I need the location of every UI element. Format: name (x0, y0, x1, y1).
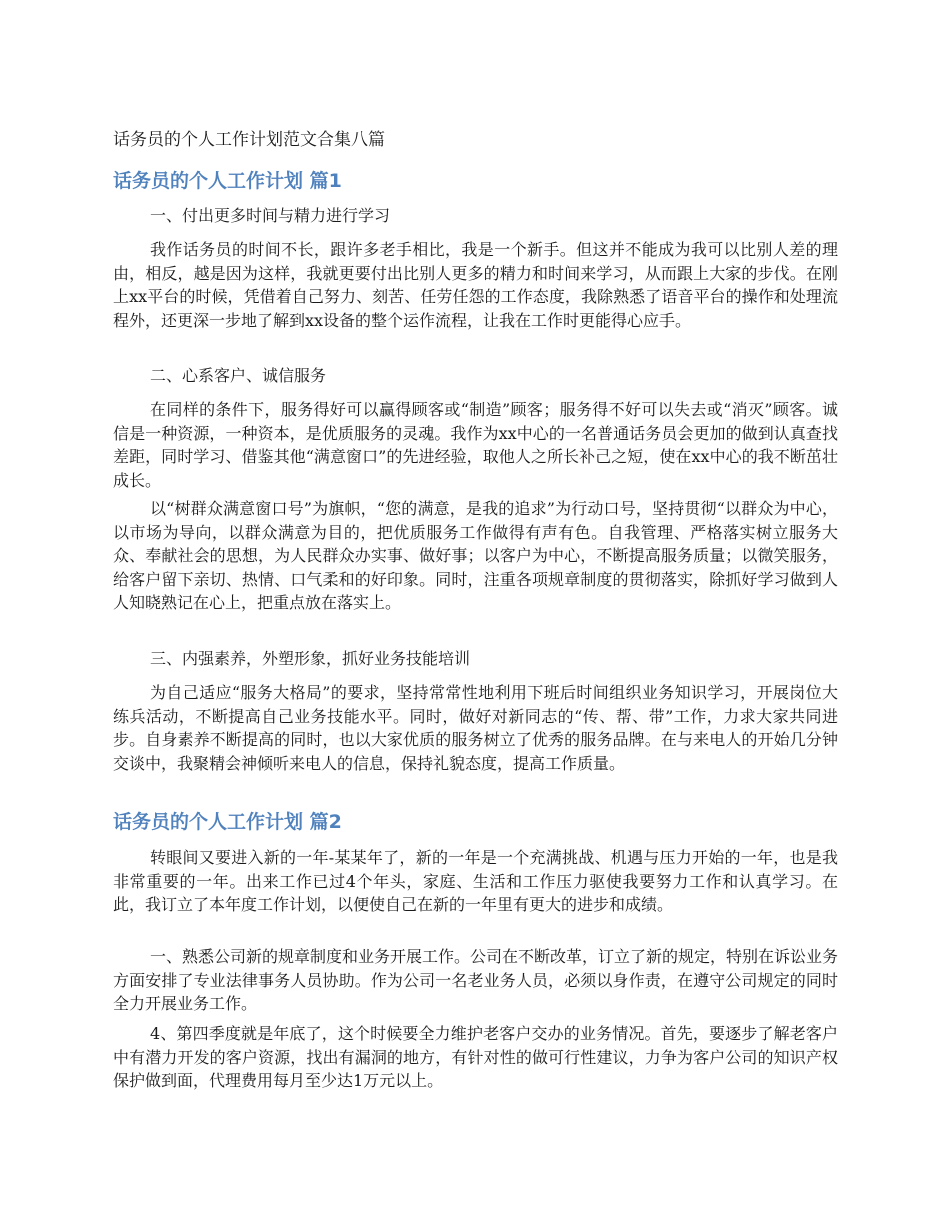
paragraph: 三、内强素养，外塑形象，抓好业务技能培训 (150, 649, 471, 668)
paragraph: 一、熟悉公司新的规章制度和业务开展工作。公司在不断改革，订立了新的规定，特别在诉讼业务方面安排了专业法律事务人员协助。作为公司一名老业务人员，必须以身作责，在遵守公司规定的同时全力开展业务工作。 (113, 947, 839, 1013)
paragraph: 一、付出更多时间与精力进行学习 (150, 206, 391, 225)
paragraph: 以“树群众满意窗口号”为旗帜，“您的满意，是我的追求”为行动口号，坚持贯彻“以群众为中心，以市场为导向，以群众满意为目的，把优质服务工作做得有声有色。自我管理、严格落实树立服务大众、奉献社会的思想，为人民群众办实事、做好事；以客户为中心，不断提高服务质量；以微笑服务，给客户留下亲切、热情、口气柔和的好印象。同时，注重各项规章制度的贯彻落实，除抓好学习做到人人知晓熟记在心上，把重点放在落实上。 (113, 499, 838, 612)
paragraph: 在同样的条件下，服务得好可以赢得顾客或“制造”顾客；服务得不好可以失去或“消灭”顾客。诚信是一种资源，一种资本，是优质服务的灵魂。我作为xx中心的一名普通话务员会更加的做到认真查找差距，同时学习、借鉴其他“满意窗口”的先进经验，取他人之所长补己之短，使在xx中心的我不断茁壮成长。 (113, 400, 838, 490)
document-title: 话务员的个人工作计划范文合集八篇 (113, 130, 385, 150)
section-heading-1: 话务员的个人工作计划 篇1 (113, 170, 342, 192)
paragraph: 为自己适应“服务大格局”的要求，坚持常常性地利用下班后时间组织业务知识学习，开展岗位大练兵活动，不断提高自己业务技能水平。同时，做好对新同志的“传、帮、带”工作，力求大家共同进步。自身素养不断提高的同时，也以大家优质的服务树立了优秀的服务品牌。在与来电人的开始几分钟交谈中，我聚精会神倾听来电人的信息，保持礼貌态度，提高工作质量。 (113, 683, 838, 773)
paragraph: 转眼间又要进入新的一年-某某年了，新的一年是一个充满挑战、机遇与压力开始的一年，也是我非常重要的一年。出来工作已过4个年头，家庭、生活和工作压力驱使我要努力工作和认真学习。在此，我订立了本年度工作计划，以便使自己在新的一年里有更大的进步和成绩。 (113, 848, 838, 914)
paragraph: 4、第四季度就是年底了，这个时候要全力维护老客户交办的业务情况。首先，要逐步了解老客户中有潜力开发的客户资源，找出有漏洞的地方，有针对性的做可行性建议，力争为客户公司的知识产权保护做到面，代理费用每月至少达1万元以上。 (113, 1024, 838, 1090)
section-heading-2: 话务员的个人工作计划 篇2 (113, 811, 342, 833)
paragraph: 我作话务员的时间不长，跟许多老手相比，我是一个新手。但这并不能成为我可以比别人差的理由，相反，越是因为这样，我就更要付出比别人更多的精力和时间来学习，从而跟上大家的步伐。在刚上xx平台的时候，凭借着自己努力、刻苦、任劳任怨的工作态度，我除熟悉了语音平台的操作和处理流程外，还更深一步地了解到xx设备的整个运作流程，让我在工作时更能得心应手。 (113, 240, 838, 330)
paragraph: 二、心系客户、诚信服务 (150, 366, 327, 385)
